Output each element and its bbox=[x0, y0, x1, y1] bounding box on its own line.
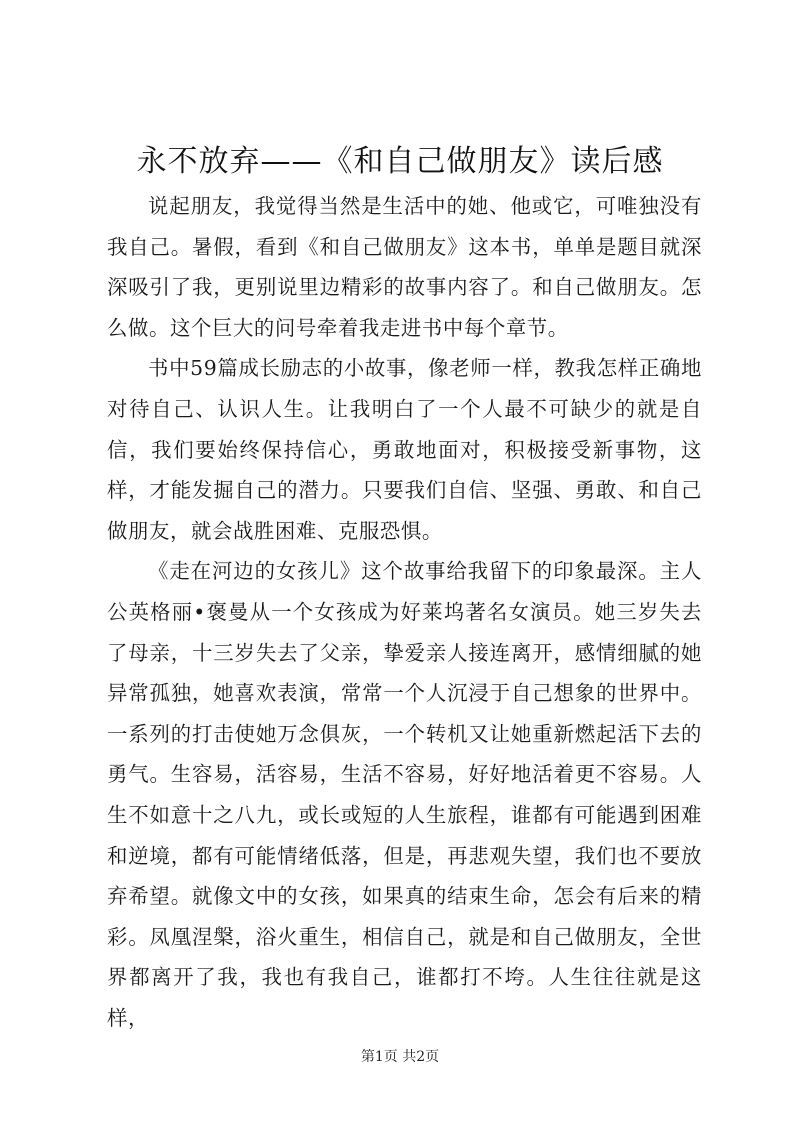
paragraph-3: 《走在河边的女孩儿》这个故事给我留下的印象最深。主人公英格丽•褒曼从一个女孩成为好莱坞著名女演员。她三岁失去了母亲，十三岁失去了父亲，挚爱亲人接连离开，感情细腻的她异常孤独，她喜欢表演，常常一个人沉浸于自己想象的世界中。一系列的打击使她万念俱灰，一个转机又让她重新燃起活下去的勇气。生容易，活容易，生活不容易，好好地活着更不容易。人生不如意十之八九，或长或短的人生旅程，谁都有可能遇到困难和逆境，都有可能情绪低落，但是，再悲观失望，我们也不要放弃希望。就像文中的女孩，如果真的结束生命，怎会有后来的精彩。凤凰涅槃，浴火重生，相信自己，就是和自己做朋友，全世界都离开了我，我也有我自己，谁都打不垮。人生往往就是这样， bbox=[107, 559, 702, 1030]
paragraph-2: 书中59篇成长励志的小故事，像老师一样，教我怎样正确地对待自己、认识人生。让我明白了一个人最不可缺少的就是自信，我们要始终保持信心，勇敢地面对，积极接受新事物，这样，才能发掘自己的潜力。只要我们自信、坚强、勇敢、和自己做朋友，就会战胜困难、克服恐惧。 bbox=[107, 356, 702, 543]
document-body bbox=[107, 186, 702, 1038]
page-footer: 第1页 共2页 bbox=[360, 1049, 440, 1065]
paragraph-1: 说起朋友，我觉得当然是生活中的她、他或它，可唯独没有我自己。暑假，看到《和自己做朋友》这本书，单单是题目就深深吸引了我，更别说里边精彩的故事内容了。和自己做朋友。怎么做。这个巨大的问号牵着我走进书中每个章节。 bbox=[107, 194, 702, 340]
document-title: 永不放弃——《和自己做朋友》读后感 bbox=[136, 144, 664, 179]
